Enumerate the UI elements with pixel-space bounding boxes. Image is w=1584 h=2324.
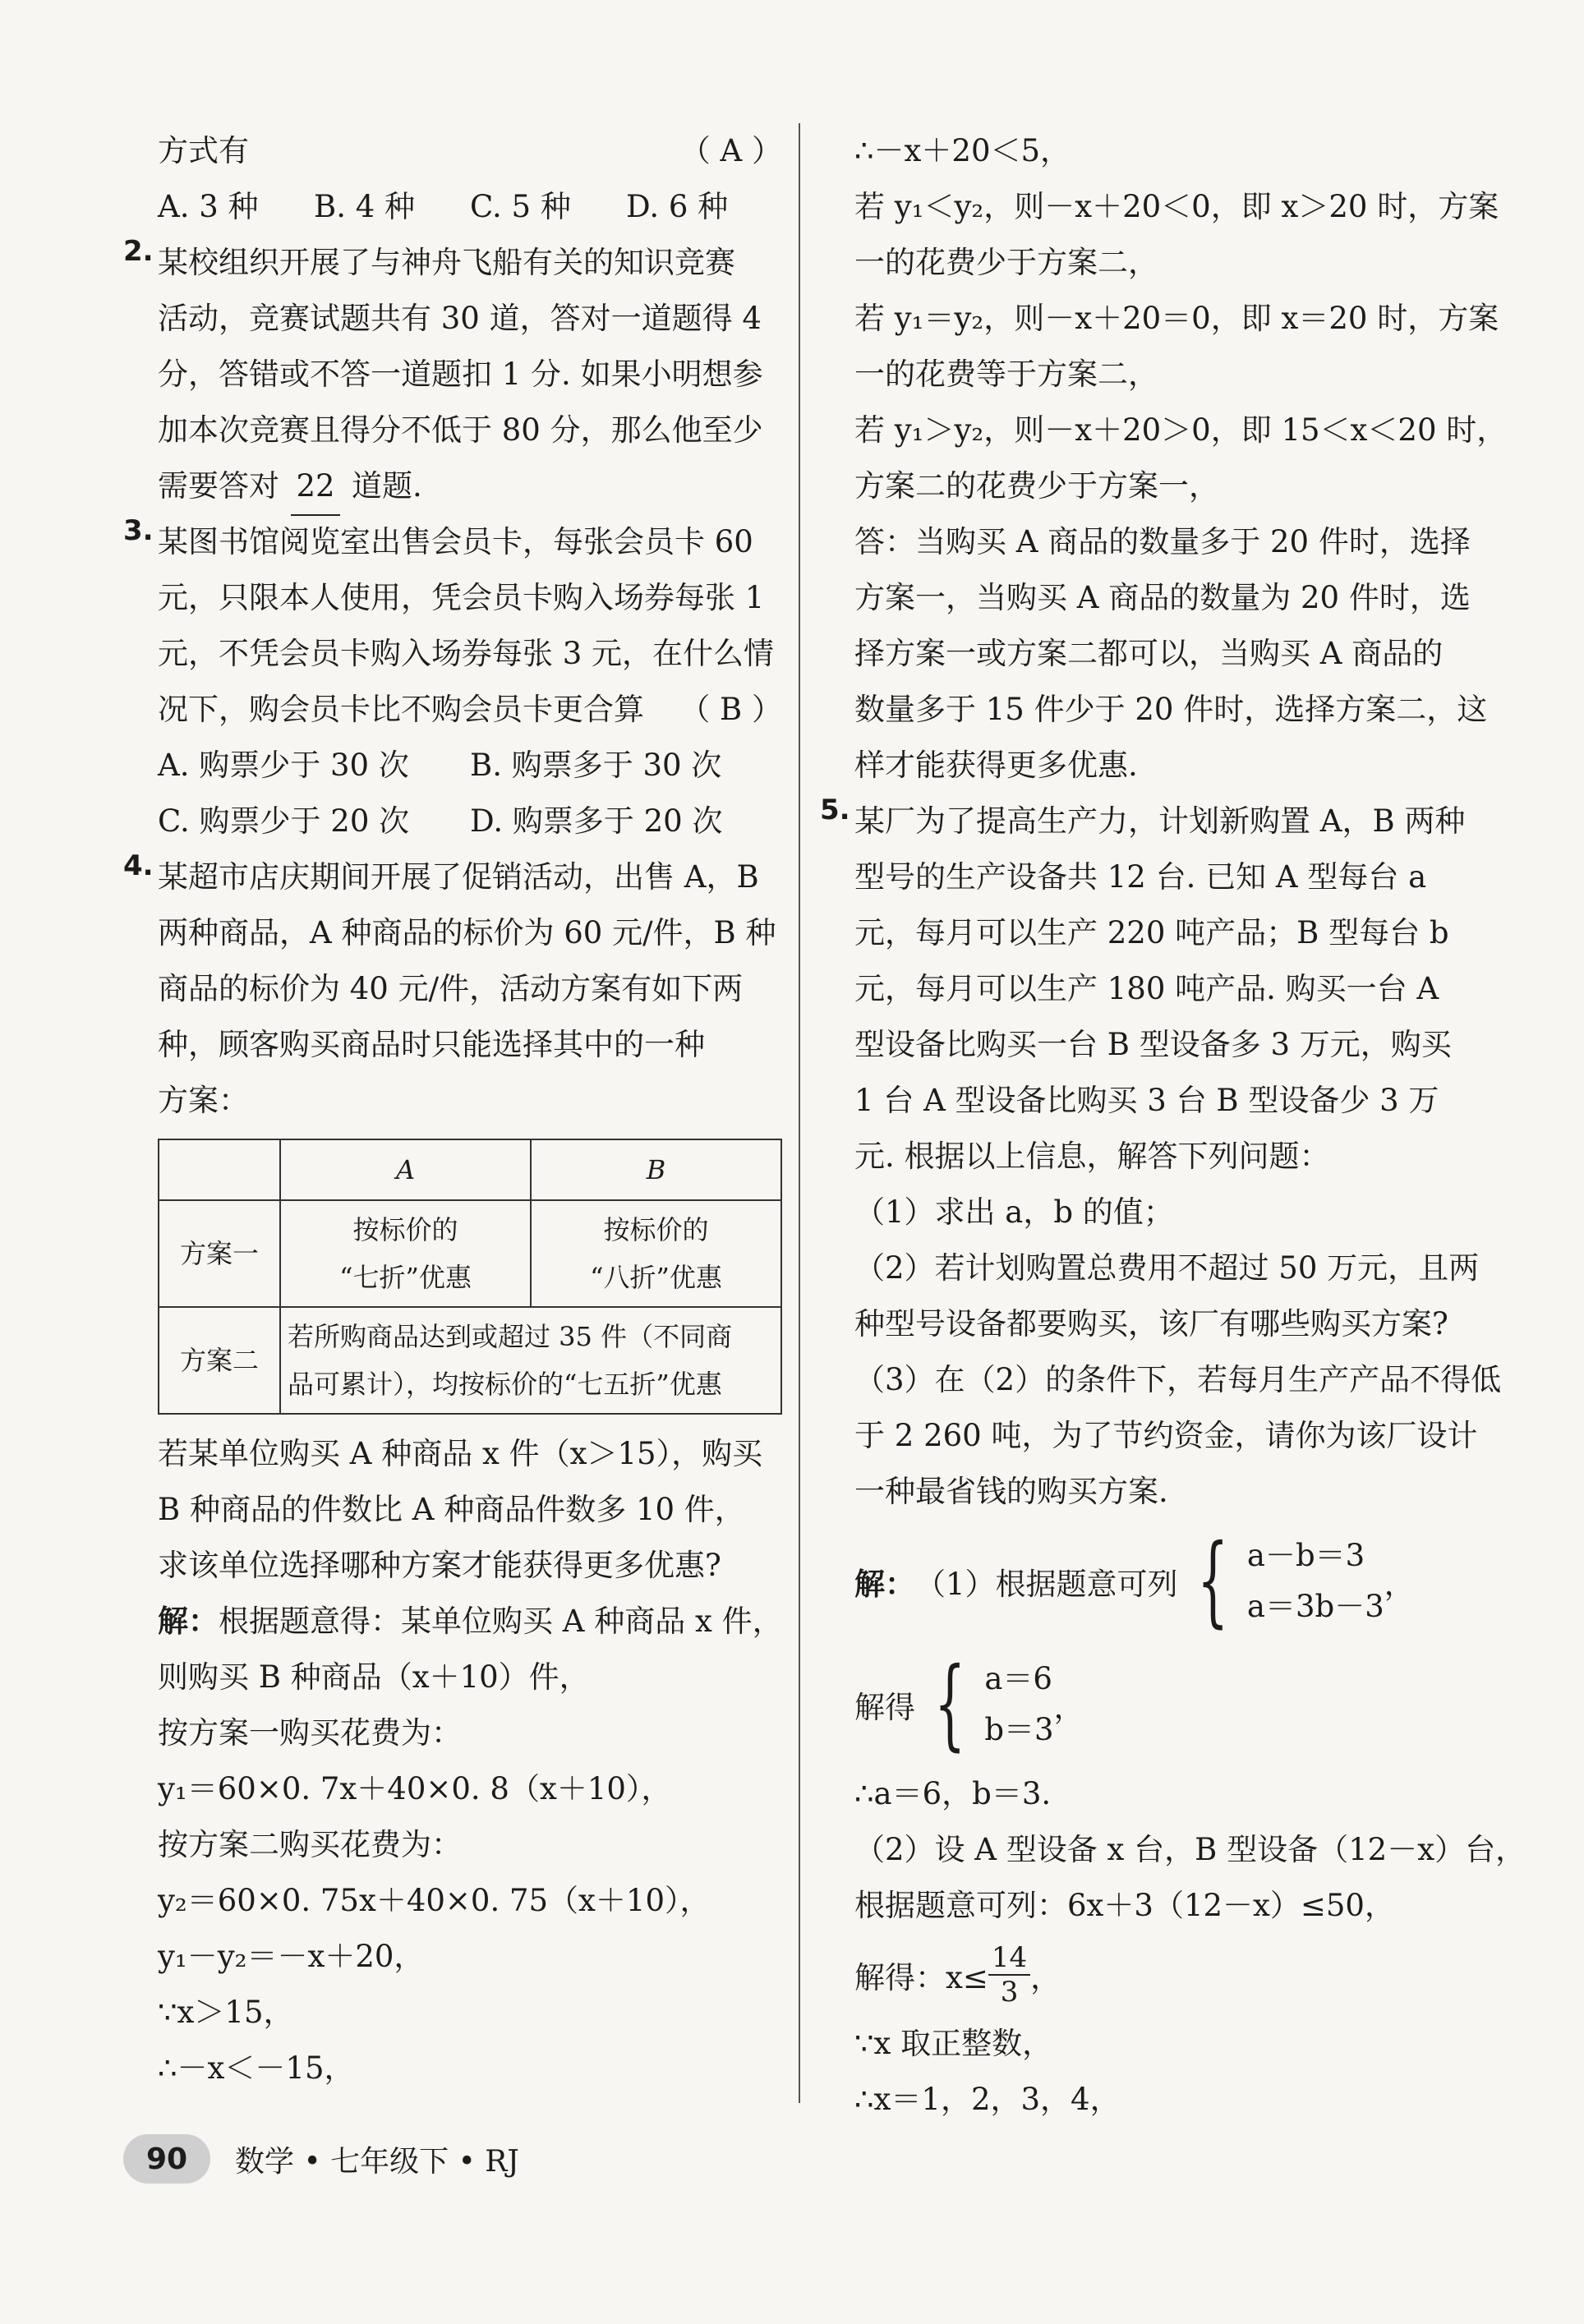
continuation-line: ∴－x＋20＜5， — [854, 133, 1071, 168]
brace-glyph: { — [934, 1647, 966, 1761]
question-number: 2. — [123, 235, 154, 268]
continuation-line: 若 y₁＞y₂，则－x＋20＞0，即 15＜x＜20 时， — [854, 412, 1508, 448]
solution-text: （1）根据题意可列 — [915, 1567, 1178, 1602]
q5-line: 型设备比购买一台 B 型设备多 3 万元，购买 — [854, 1027, 1452, 1062]
q4-line: 种，顾客购买商品时只能选择其中的一种 — [158, 1027, 705, 1062]
column-divider — [799, 123, 800, 2103]
fraction-numerator: 14 — [988, 1941, 1030, 1976]
solution-label: 解： — [158, 1604, 219, 1639]
q4-line: 两种商品，A 种商品的标价为 60 元/件，B 种 — [158, 915, 776, 950]
cell-text: 品可累计），均按标价的“七五折”优惠 — [288, 1369, 722, 1400]
solution-text: 根据题意得：某单位购买 A 种商品 x 件， — [219, 1604, 783, 1639]
q3-option-d: D. 购票多于 20 次 — [470, 803, 723, 839]
q2-line: 加本次竞赛且得分不低于 80 分，那么他至少 — [158, 412, 763, 448]
solution-line: y₂＝60×0. 75x＋40×0. 75（x＋10）， — [158, 1883, 711, 1918]
solution-text: 解得：x≤ — [854, 1960, 988, 1995]
q5-line: （1）求出 a，b 的值； — [854, 1194, 1174, 1230]
fraction — [988, 1941, 1030, 2009]
q5-line: 元，每月可以生产 220 吨产品；B 型每台 b — [854, 915, 1449, 950]
q2-last-post: 道题. — [352, 468, 422, 504]
cell-text: “八折”优惠 — [590, 1262, 722, 1293]
fraction-line — [854, 1934, 1479, 2016]
q3-line: 元，只限本人使用，凭会员卡购入场券每张 1 — [158, 580, 765, 615]
q4-line: 商品的标价为 40 元/件，活动方案有如下两 — [158, 971, 744, 1006]
solution-line: ∵x 取正整数， — [854, 2026, 1053, 2061]
q5-line: 一种最省钱的购买方案. — [854, 1474, 1168, 1509]
system-equations — [984, 1654, 1053, 1756]
equation: b＝3 — [984, 1712, 1054, 1747]
solution-line: 按方案一购买花费为： — [158, 1715, 462, 1751]
question-number: 4. — [123, 849, 154, 882]
table-cell — [531, 1200, 781, 1307]
table-row-label: 方案一 — [159, 1200, 280, 1307]
q1-answer: （ A ） — [679, 133, 782, 168]
q2-last-line — [158, 458, 782, 514]
table-header-b: B — [531, 1139, 781, 1200]
solution-line: 根据题意可列：6x＋3（12－x）≤50， — [854, 1888, 1395, 1923]
page-footer — [123, 2134, 519, 2184]
continuation-line: 一的花费等于方案二， — [854, 357, 1158, 392]
brace-glyph: { — [1196, 1524, 1228, 1638]
table-header-row — [159, 1139, 781, 1200]
q2-line: 分，答错或不答一道题扣 1 分. 如果小明想参 — [158, 357, 763, 392]
q3-answer: （ B ） — [679, 692, 782, 727]
q5-line: 元. 根据以上信息，解答下列问题： — [854, 1139, 1330, 1174]
q3-options-row — [158, 794, 782, 849]
question-3 — [123, 514, 782, 849]
q5-line: （2）若计划购置总费用不超过 50 万元，且两 — [854, 1250, 1480, 1286]
q3-option-c: C. 购票少于 20 次 — [158, 803, 410, 839]
q5-line: 元，每月可以生产 180 吨产品. 购买一台 A — [854, 971, 1439, 1006]
left-column — [123, 123, 783, 2096]
book-info: 数学 • 七年级下 • RJ — [235, 2144, 519, 2179]
q1-option-a: A. 3 种 — [158, 189, 259, 224]
plan-table — [158, 1139, 782, 1415]
cell-text: 按标价的 — [352, 1214, 458, 1245]
solution-label: 解： — [854, 1567, 915, 1602]
q3-line: 元，不凭会员卡购入场券每张 3 元，在什么情 — [158, 636, 775, 671]
continuation-line: 方案二的花费少于方案一， — [854, 468, 1219, 504]
table-row — [159, 1307, 781, 1414]
q3-line: 某图书馆阅览室出售会员卡，每张会员卡 60 — [158, 524, 753, 559]
q5-line: 1 台 A 型设备比购买 3 台 B 型设备少 3 万 — [854, 1083, 1439, 1118]
cell-text: “七折”优惠 — [339, 1262, 472, 1293]
solution-line: ∴－x＜－15， — [158, 2050, 355, 2086]
continuation-line: 择方案一或方案二都可以，当购买 A 商品的 — [854, 636, 1444, 671]
page-number: 90 — [123, 2134, 210, 2184]
continuation-line: 一的花费少于方案二， — [854, 245, 1158, 280]
question-2 — [123, 235, 782, 514]
solution-line: y₁－y₂＝－x＋20， — [158, 1939, 425, 1974]
q5-line: 于 2 260 吨，为了节约资金，请你为该厂设计 — [854, 1418, 1478, 1453]
q1-option-c: C. 5 种 — [470, 189, 571, 224]
solution-line: ∵x＞15， — [158, 1995, 294, 2030]
continuation-line: 数量多于 15 件少于 20 件时，选择方案二，这 — [854, 692, 1488, 727]
solution-text: 解得 — [854, 1690, 915, 1725]
table-cell — [280, 1307, 781, 1414]
q3-option-b: B. 购票多于 30 次 — [470, 748, 722, 783]
q2-line: 某校组织开展了与神舟飞船有关的知识竞赛 — [158, 245, 735, 280]
continuation-line: 样才能获得更多优惠. — [854, 748, 1138, 783]
q2-last-pre: 需要答对 — [158, 468, 279, 504]
solution-line: ∴x＝1，2，3，4， — [854, 2082, 1121, 2117]
question-number: 5. — [820, 794, 850, 826]
q4-line: 某超市店庆期间开展了促销活动，出售 A，B — [158, 859, 759, 895]
continuation-line: 答：当购买 A 商品的数量多于 20 件时，选择 — [854, 524, 1471, 559]
q5-line: 某厂为了提高生产力，计划新购置 A，B 两种 — [854, 803, 1466, 839]
table-corner-cell — [159, 1139, 280, 1200]
solution-line: 按方案二购买花费为： — [158, 1827, 462, 1862]
q5-line: 型号的生产设备共 12 台. 已知 A 型每台 a — [854, 859, 1427, 895]
q3-option-a: A. 购票少于 30 次 — [158, 748, 409, 783]
system-equations — [1247, 1530, 1384, 1632]
equation-system-1 — [854, 1520, 1479, 1643]
equation: a＝6 — [984, 1661, 1052, 1696]
table-cell — [280, 1200, 531, 1307]
punctuation: ， — [1384, 1567, 1415, 1602]
question-number: 3. — [123, 514, 154, 547]
right-column — [820, 123, 1526, 2128]
equation: a＝3b－3 — [1246, 1589, 1384, 1624]
q1-tail-text: 方式有 — [158, 133, 249, 168]
q4-after-line: 若某单位购买 A 种商品 x 件（x＞15），购买 — [158, 1436, 763, 1471]
q3-last-text: 况下，购会员卡比不购会员卡更合算 — [158, 692, 644, 727]
solution-line: y₁＝60×0. 7x＋40×0. 8（x＋10）， — [158, 1771, 672, 1806]
q4-after-line: B 种商品的件数比 A 种商品件数多 10 件， — [158, 1492, 745, 1527]
q1-option-b: B. 4 种 — [314, 189, 416, 224]
cell-text: 若所购商品达到或超过 35 件（不同商 — [288, 1321, 733, 1352]
table-header-a: A — [280, 1139, 531, 1200]
punctuation: ， — [1030, 1960, 1061, 1995]
q3-last-line — [158, 682, 782, 738]
table-row — [159, 1200, 781, 1307]
continuation-line: 若 y₁＜y₂，则－x＋20＜0，即 x＞20 时，方案 — [854, 189, 1499, 224]
continuation-line: 若 y₁＝y₂，则－x＋20＝0，即 x＝20 时，方案 — [854, 301, 1499, 336]
continuation-line: 方案一，当购买 A 商品的数量为 20 件时，选 — [854, 580, 1471, 615]
q5-line: 种型号设备都要购买，该厂有哪些购买方案? — [854, 1306, 1448, 1341]
solution-line: （2）设 A 型设备 x 台，B 型设备（12－x）台， — [854, 1832, 1526, 1867]
q5-line: （3）在（2）的条件下，若每月生产产品不得低 — [854, 1362, 1502, 1397]
question-4 — [123, 849, 783, 2096]
cell-text: 按标价的 — [603, 1214, 709, 1245]
punctuation: ， — [1053, 1690, 1084, 1725]
q2-answer: 22 — [291, 458, 340, 516]
solution-first-line — [158, 1594, 782, 1650]
fraction-denominator: 3 — [1000, 1976, 1019, 2009]
table-row-label: 方案二 — [159, 1307, 280, 1414]
q1-tail-line — [158, 123, 782, 179]
q1-option-d: D. 6 种 — [626, 189, 729, 224]
q4-after-line: 求该单位选择哪种方案才能获得更多优惠? — [158, 1548, 721, 1583]
q3-options-row — [158, 738, 782, 794]
question-5 — [820, 794, 1526, 2128]
q4-line: 方案： — [158, 1083, 249, 1118]
solution-line: 则购买 B 种商品（x＋10）件， — [158, 1659, 590, 1695]
solution-line: ∴a＝6，b＝3. — [854, 1776, 1052, 1811]
equation: a－b＝3 — [1246, 1538, 1365, 1573]
q1-options — [158, 179, 782, 235]
equation-system-2 — [854, 1643, 1479, 1766]
q2-line: 活动，竞赛试题共有 30 道，答对一道题得 4 — [158, 301, 762, 336]
